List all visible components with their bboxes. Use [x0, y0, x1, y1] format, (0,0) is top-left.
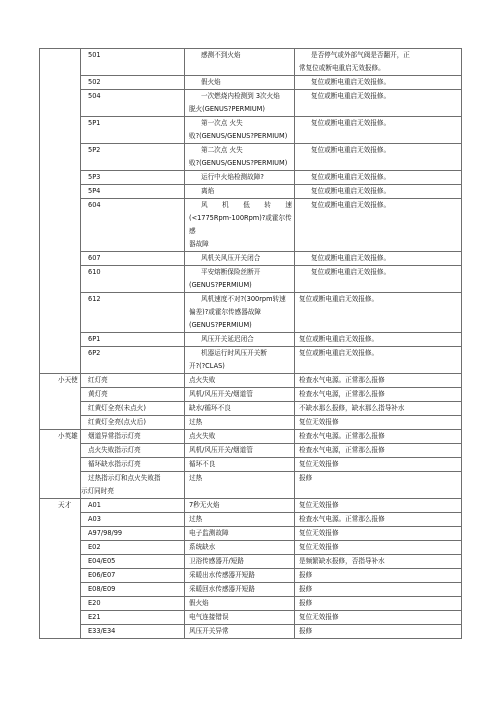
remedy-text: 复位或断电重启无效报修。	[311, 173, 391, 181]
fault-code-cell	[81, 199, 185, 252]
remedy-cell	[295, 472, 462, 499]
remedy-cell	[295, 583, 462, 597]
table-row	[40, 171, 462, 185]
fault-description-cell	[185, 569, 295, 583]
fault-code-cell	[81, 472, 185, 499]
remedy-text: 检查水气电源。正常那么报修	[299, 376, 385, 384]
fault-code: 点火失败指示灯亮	[88, 446, 141, 454]
fault-description-cell	[185, 76, 295, 90]
table-row	[40, 458, 462, 472]
fault-code: E04/E05	[88, 557, 116, 565]
fault-description: 败?(GENUS/GENUS?PERMIUM)	[189, 159, 288, 167]
remedy-text: 复位或断电重启无效报修。	[311, 146, 391, 154]
fault-code-cell	[81, 333, 185, 347]
remedy-cell	[295, 171, 462, 185]
fault-code-cell	[81, 402, 185, 416]
remedy-cell	[295, 388, 462, 402]
table-row	[40, 117, 462, 144]
remedy-text: 复位无效报修	[299, 501, 339, 509]
fault-code-cell	[81, 499, 185, 513]
table-row	[40, 333, 462, 347]
fault-description-cell	[185, 416, 295, 430]
remedy-text: 复位无效报修	[299, 460, 339, 468]
remedy-cell	[295, 347, 462, 374]
fault-description: 过热	[189, 515, 203, 523]
fault-description: 开?(?CLAS)	[189, 362, 225, 370]
fault-code-cell	[81, 90, 185, 117]
fault-description: 脱火(GENUS?PERMIUM)	[189, 105, 265, 113]
remedy-text: 报修	[299, 599, 313, 607]
fault-description-cell	[185, 144, 295, 171]
table-row	[40, 49, 462, 76]
fault-description: 风压开关延迟闭合	[201, 335, 254, 343]
fault-description: 风机关风压开关闭合	[201, 254, 261, 262]
fault-description: 点火失败	[189, 376, 216, 384]
fault-description: 风机/风压开关/烟道管	[189, 390, 253, 398]
fault-code-cell	[81, 458, 185, 472]
fault-description-cell	[185, 49, 295, 76]
fault-code: E20	[88, 599, 101, 607]
fault-code: A03	[88, 515, 101, 523]
remedy-text: 复位或断电重启无效报修。	[311, 92, 391, 100]
fault-code-cell	[81, 144, 185, 171]
remedy-text: 常复位或断电重启无效报修。	[299, 64, 385, 72]
fault-code: 610	[88, 268, 101, 276]
fault-code: 604	[88, 201, 101, 209]
fault-code-cell	[81, 513, 185, 527]
table-row	[40, 293, 462, 333]
fault-code: 5P2	[88, 146, 101, 154]
remedy-cell	[295, 569, 462, 583]
remedy-text: 检查水气电源。正常那么报修	[299, 432, 385, 440]
fault-code: 过热指示灯和点火失败指	[88, 474, 161, 482]
fault-code-cell	[81, 76, 185, 90]
table-row	[40, 199, 462, 252]
fault-code-cell	[81, 266, 185, 293]
fault-code: 502	[88, 78, 101, 86]
fault-code: 504	[88, 92, 101, 100]
table-row	[40, 444, 462, 458]
fault-code-cell	[81, 374, 185, 388]
fault-description-cell	[185, 444, 295, 458]
remedy-cell	[295, 199, 462, 252]
table-row	[40, 76, 462, 90]
fault-code-cell	[81, 569, 185, 583]
fault-description: 风 机 低 转 速	[201, 201, 292, 209]
remedy-cell	[295, 90, 462, 117]
fault-code-cell	[81, 252, 185, 266]
remedy-text: 报修	[299, 585, 313, 593]
fault-description: 风压开关异常	[189, 627, 229, 635]
table-row	[40, 597, 462, 611]
remedy-cell	[295, 444, 462, 458]
remedy-cell	[295, 117, 462, 144]
fault-code-cell	[81, 430, 185, 444]
fault-code-cell	[81, 49, 185, 76]
fault-code: 红黄灯全亮(未点火)	[88, 404, 146, 412]
fault-code-cell	[81, 171, 185, 185]
fault-description: 运行中火焰检测故障?	[201, 173, 264, 181]
remedy-text: 复位或断电重启无效报修。	[311, 254, 391, 262]
fault-description: 缺水/循环不良	[189, 404, 231, 412]
fault-description-cell	[185, 185, 295, 199]
fault-code: E33/E34	[88, 627, 116, 635]
category-label: 小天使	[58, 376, 78, 384]
table-row	[40, 416, 462, 430]
fault-description-cell	[185, 472, 295, 499]
table-row	[40, 185, 462, 199]
fault-description-cell	[185, 293, 295, 333]
table-row	[40, 388, 462, 402]
fault-description-cell	[185, 499, 295, 513]
fault-description: 假火焰	[201, 78, 221, 86]
remedy-cell	[295, 293, 462, 333]
remedy-cell	[295, 527, 462, 541]
fault-code-cell	[81, 185, 185, 199]
fault-description: 离焰	[201, 187, 215, 195]
remedy-cell	[295, 430, 462, 444]
fault-description-cell	[185, 117, 295, 144]
remedy-cell	[295, 402, 462, 416]
fault-description: 平安熔断保险丝断开	[201, 268, 261, 276]
fault-code: 5P3	[88, 173, 101, 181]
remedy-text: 检查水气电源。正常那么报修	[299, 515, 385, 523]
table-row	[40, 252, 462, 266]
fault-code: 501	[88, 51, 101, 59]
remedy-cell	[295, 555, 462, 569]
table-row	[40, 144, 462, 171]
table-row	[40, 402, 462, 416]
remedy-text: 报修	[299, 474, 313, 482]
fault-description: 偏差)?或霍尔传感器故障	[189, 308, 262, 316]
fault-code-cell	[81, 388, 185, 402]
fault-code-cell	[81, 625, 185, 639]
fault-code: E02	[88, 543, 101, 551]
fault-code: A01	[88, 501, 101, 509]
remedy-cell	[295, 333, 462, 347]
fault-description-cell	[185, 555, 295, 569]
remedy-text: 报修	[299, 627, 313, 635]
fault-code: 红灯亮	[88, 376, 108, 384]
remedy-text: 检查水气电源，正常那么报修	[299, 390, 385, 398]
fault-code: E06/E07	[88, 571, 116, 579]
table-row	[40, 555, 462, 569]
fault-code-cell	[81, 444, 185, 458]
fault-description: 采暖出水传感器开短路	[189, 571, 255, 579]
fault-description-cell	[185, 333, 295, 347]
fault-description: 电子监测故障	[189, 529, 229, 537]
fault-description: 感测不到火焰	[201, 51, 241, 59]
table-row	[40, 569, 462, 583]
fault-code: 循环缺水指示灯亮	[88, 460, 141, 468]
fault-code: 红黄灯全亮(点火后)	[88, 418, 146, 426]
fault-code-table	[39, 48, 462, 639]
category-label: 天才	[58, 501, 72, 509]
fault-description: 一次燃烧内检测到 3次火焰	[201, 92, 280, 100]
fault-description-cell	[185, 430, 295, 444]
remedy-text: 不缺水那么报修，缺水那么指导补水	[299, 404, 405, 412]
fault-code-cell	[81, 527, 185, 541]
remedy-cell	[295, 458, 462, 472]
fault-description: 机器运行时风压开关断	[201, 349, 267, 357]
fault-description: 系统缺水	[189, 543, 216, 551]
fault-description-cell	[185, 199, 295, 252]
fault-code: 5P4	[88, 187, 101, 195]
fault-description-cell	[185, 374, 295, 388]
fault-description-cell	[185, 541, 295, 555]
table-row	[40, 527, 462, 541]
fault-code: 烟道异常指示灯亮	[88, 432, 141, 440]
fault-description-cell	[185, 388, 295, 402]
remedy-cell	[295, 513, 462, 527]
category-label: 小英雄	[58, 432, 78, 440]
fault-description-cell	[185, 597, 295, 611]
fault-description: 电气连接错误	[189, 613, 229, 621]
table-row	[40, 472, 462, 499]
fault-description: 假火焰	[189, 599, 209, 607]
table-row	[40, 611, 462, 625]
table-row	[40, 90, 462, 117]
fault-description: 过热	[189, 474, 203, 482]
fault-description: 点火失败	[189, 432, 216, 440]
remedy-text: 是否停气或外部气阀是否翻开，正	[311, 51, 410, 59]
remedy-cell	[295, 185, 462, 199]
fault-description-cell	[185, 252, 295, 266]
remedy-cell	[295, 611, 462, 625]
remedy-cell	[295, 76, 462, 90]
remedy-cell	[295, 374, 462, 388]
fault-code-cell	[81, 597, 185, 611]
remedy-text: 复位无效报修	[299, 529, 339, 537]
remedy-text: 复位或断电重启无效报修。	[299, 335, 379, 343]
remedy-cell	[295, 416, 462, 430]
fault-code-cell	[81, 611, 185, 625]
fault-code: 黄灯亮	[88, 390, 108, 398]
table-row	[40, 625, 462, 639]
remedy-cell	[295, 597, 462, 611]
remedy-cell	[295, 266, 462, 293]
fault-code: A97/98/99	[88, 529, 123, 537]
remedy-text: 复位或断电重启无效报修。	[299, 295, 379, 303]
table-row	[40, 499, 462, 513]
fault-description: 循环不良	[189, 460, 216, 468]
table-row	[40, 583, 462, 597]
fault-code-cell	[81, 416, 185, 430]
table-row	[40, 347, 462, 374]
fault-code: 607	[88, 254, 101, 262]
remedy-text: 检查水气电源，正常那么报修	[299, 446, 385, 454]
table-row	[40, 374, 462, 388]
table-row	[40, 430, 462, 444]
fault-code: E08/E09	[88, 585, 116, 593]
remedy-text: 报修	[299, 571, 313, 579]
table-row	[40, 266, 462, 293]
fault-code-cell	[81, 293, 185, 333]
fault-description-cell	[185, 458, 295, 472]
category-cell	[40, 430, 81, 499]
fault-description-cell	[185, 625, 295, 639]
fault-description: 7秒无火焰	[189, 501, 220, 509]
category-cell	[40, 374, 81, 430]
fault-description: 第一次点 火失	[201, 119, 243, 127]
fault-description-cell	[185, 513, 295, 527]
category-cell	[40, 499, 81, 639]
remedy-text: 复位或断电重启无效报修。	[311, 119, 391, 127]
fault-code: 6P2	[88, 349, 101, 357]
fault-description: 器故障	[189, 240, 209, 248]
fault-description-cell	[185, 611, 295, 625]
remedy-cell	[295, 499, 462, 513]
fault-description-cell	[185, 402, 295, 416]
category-cell	[40, 49, 81, 374]
fault-description: (GENUS?PERMIUM)	[189, 281, 252, 289]
remedy-text: 复位或断电重启无效报修。	[311, 78, 391, 86]
remedy-text: 复位无效报修	[299, 543, 339, 551]
fault-code: 5P1	[88, 119, 101, 127]
fault-description: 采暖回水传感器开短路	[189, 585, 255, 593]
table-row	[40, 513, 462, 527]
fault-description-cell	[185, 266, 295, 293]
remedy-cell	[295, 541, 462, 555]
fault-code: E21	[88, 613, 101, 621]
remedy-cell	[295, 49, 462, 76]
remedy-cell	[295, 625, 462, 639]
fault-description: 风机速度不对?(300rpm转速	[201, 295, 286, 303]
remedy-text: 复位或断电重启无效报修。	[299, 349, 379, 357]
remedy-cell	[295, 144, 462, 171]
fault-code-cell	[81, 117, 185, 144]
remedy-text: 是频繁缺水报修，否指导补水	[299, 557, 385, 565]
remedy-text: 复位无效报修	[299, 418, 339, 426]
fault-code-continued: 示灯同时亮	[81, 487, 114, 495]
remedy-text: 复位或断电重启无效报修。	[311, 187, 391, 195]
remedy-text: 复位无效报修	[299, 613, 339, 621]
fault-description: (GENUS?PERMIUM)	[189, 321, 252, 329]
fault-code-cell	[81, 347, 185, 374]
fault-code-cell	[81, 541, 185, 555]
fault-description: 过热	[189, 418, 203, 426]
fault-code-cell	[81, 555, 185, 569]
fault-description-cell	[185, 347, 295, 374]
fault-description: 第二次点 火失	[201, 146, 243, 154]
remedy-cell	[295, 252, 462, 266]
fault-description-cell	[185, 171, 295, 185]
fault-description: 风机/风压开关/烟道管	[189, 446, 253, 454]
fault-code: 6P1	[88, 335, 101, 343]
fault-description: 卫浴传感器开/短路	[189, 557, 244, 565]
table-row	[40, 541, 462, 555]
fault-description: 败?(GENUS/GENUS?PERMIUM)	[189, 132, 288, 140]
remedy-text: 复位或断电重启无效报修。	[311, 268, 391, 276]
remedy-text: 复位或断电重启无效报修。	[311, 201, 391, 209]
fault-code: 612	[88, 295, 101, 303]
fault-description-cell	[185, 90, 295, 117]
fault-description-cell	[185, 527, 295, 541]
fault-description: (<1775Rpm-100Rpm)?或霍尔传感	[189, 214, 292, 235]
fault-description-cell	[185, 583, 295, 597]
fault-code-cell	[81, 583, 185, 597]
